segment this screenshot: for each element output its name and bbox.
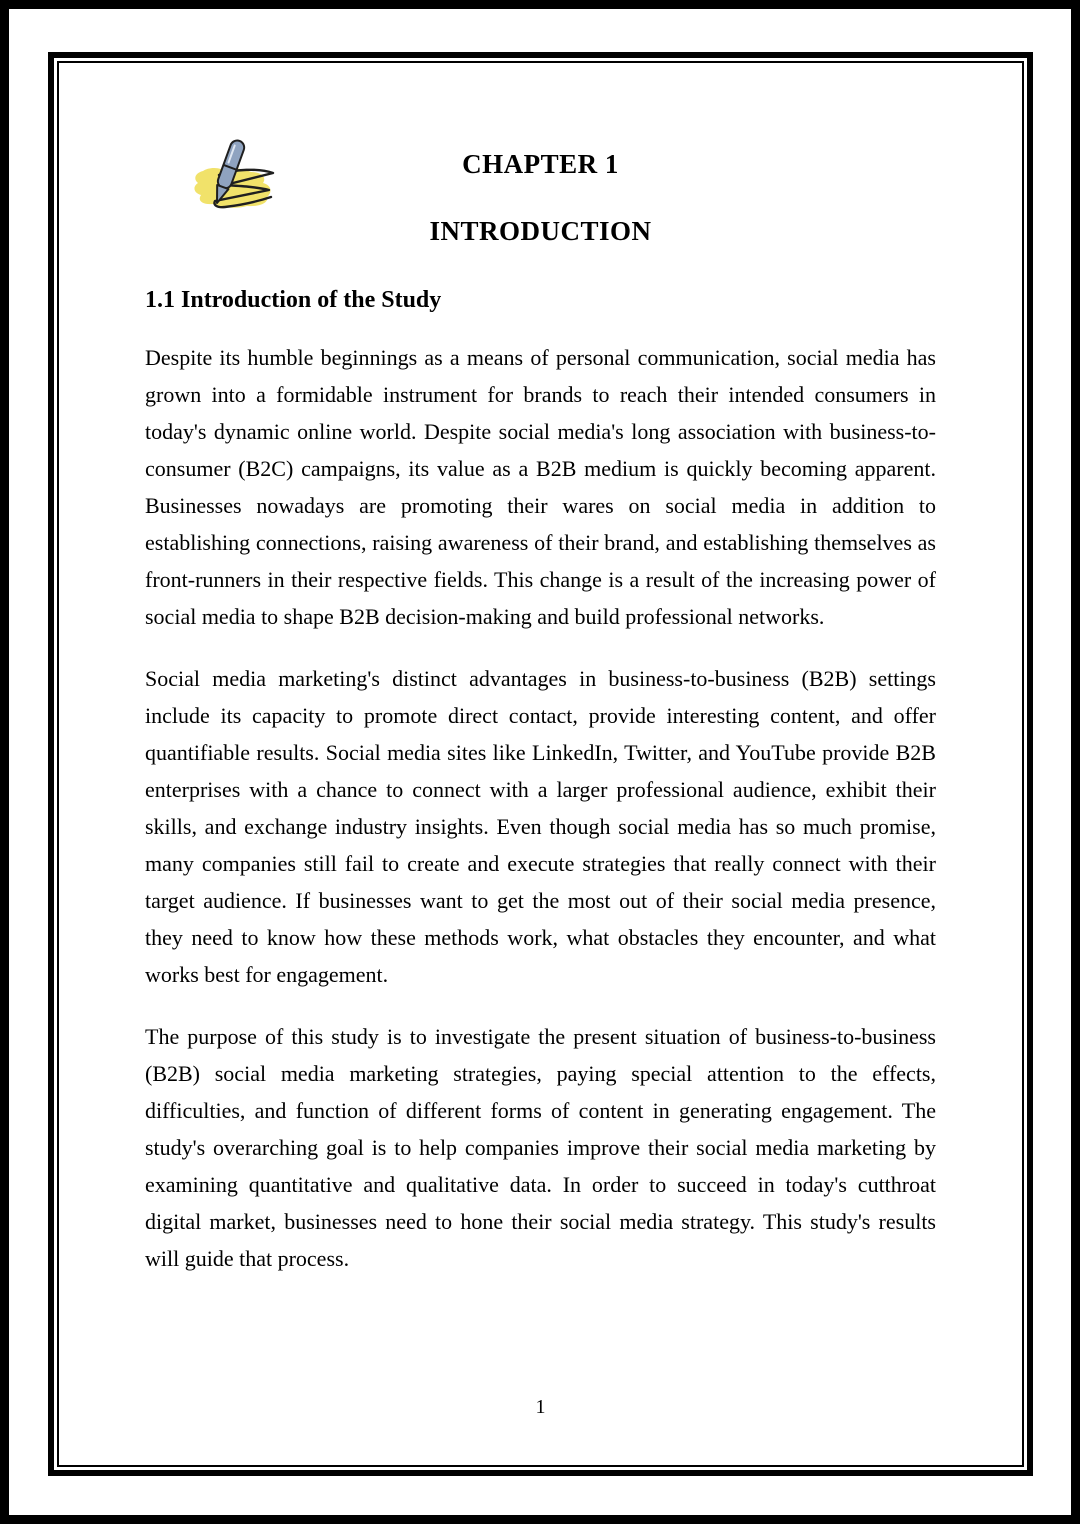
page-content [61, 65, 1020, 1463]
page-number: 1 [535, 1396, 546, 1418]
page-frame-thick-rule [48, 52, 1033, 1476]
section-heading: 1.1 Introduction of the Study [145, 287, 442, 313]
paragraph-3: The purpose of this study is to investigate the present situation of business-to-business (B2B) social media marketing strategies, paying special attention to the effects, difficulties, and function of different forms of content in generating engagement. The study's overarching goal is to help companies improve their social media marketing by examining quantitative and qualitative data. In order to succeed in today's cutthroat digital market, businesses need to hone their social media strategy. This study's results will guide that process. [145, 1024, 936, 1271]
paragraph-1: Despite its humble beginnings as a means of personal communication, social media has grown into a formidable instrument for brands to reach their intended consumers in today's dynamic online world. Despite social media's long association with business-to-consumer (B2C) campaigns, its value as a B2B medium is quickly becoming apparent. Businesses nowadays are promoting their wares on social media in addition to establishing connections, raising awareness of their brand, and establishing themselves as front-runners in their respective fields. This change is a result of the increasing power of social media to shape B2B decision-making and build professional networks. [145, 345, 936, 629]
pen-scribble-icon [189, 135, 281, 211]
page-frame-thin-rule [57, 61, 1024, 1467]
page-title: INTRODUCTION [429, 216, 652, 246]
chapter-label: CHAPTER 1 [462, 149, 619, 179]
paragraph-2: Social media marketing's distinct advantages in business-to-business (B2B) settings include its capacity to promote direct contact, provide interesting content, and offer quantifiable results. Social media sites like LinkedIn, Twitter, and YouTube provide B2B enterprises with a chance to connect with a larger professional audience, exhibit their skills, and exchange industry insights. Even though social media has so much promise, many companies still fail to create and execute strategies that really connect with their target audience. If businesses want to get the most out of their social media presence, they need to know how these methods work, what obstacles they encounter, and what works best for engagement. [145, 666, 936, 987]
